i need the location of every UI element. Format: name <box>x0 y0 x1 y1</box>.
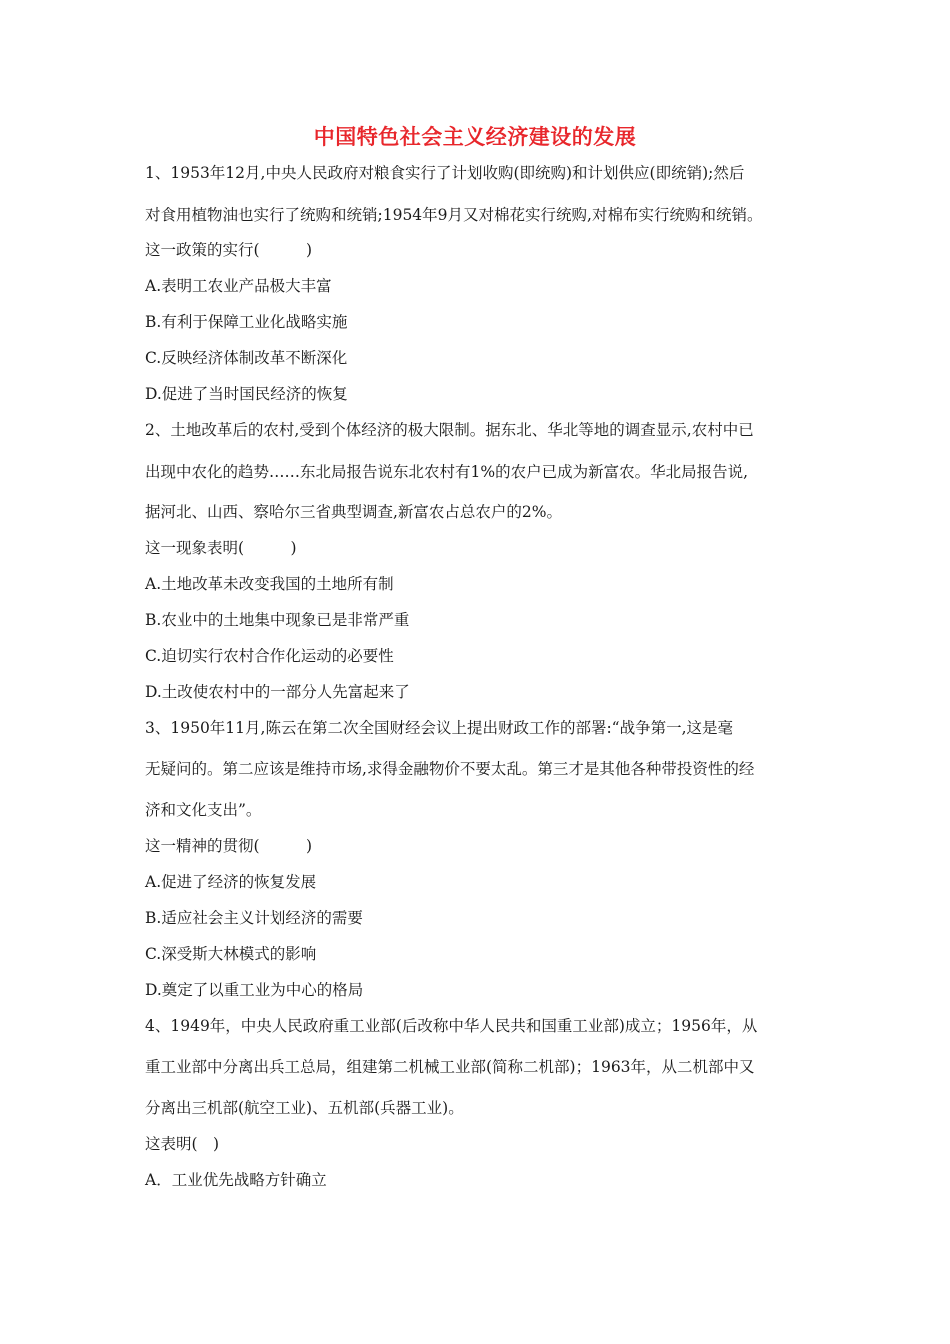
q1-option-a: A.表明工农业产品极大丰富 <box>145 277 332 295</box>
q4-stem-line-3: 分离出三机部(航空工业)、五机部(兵器工业)。 <box>145 1099 464 1117</box>
q4-option-a: A．工业优先战略方针确立 <box>145 1171 327 1189</box>
document-title: 中国特色社会主义经济建设的发展 <box>313 125 637 149</box>
q3-option-d: D.奠定了以重工业为中心的格局 <box>145 981 364 999</box>
q4-stem-line-1: 4、1949年，中央人民政府重工业部(后改称中华人民共和国重工业部)成立；1956年，从 <box>145 1017 758 1035</box>
q3-option-c: C.深受斯大林模式的影响 <box>145 945 317 963</box>
q1-option-c: C.反映经济体制改革不断深化 <box>145 349 348 367</box>
q2-stem-line-1: 2、土地改革后的农村,受到个体经济的极大限制。据东北、华北等地的调查显示,农村中已 <box>145 421 754 439</box>
q1-option-d: D.促进了当时国民经济的恢复 <box>145 385 348 403</box>
q1-stem-line-2: 对食用植物油也实行了统购和统销;1954年9月又对棉花实行统购,对棉布实行统购和统销。 <box>145 206 763 224</box>
q3-stem-line-1: 3、1950年11月,陈云在第二次全国财经会议上提出财政工作的部署:“战争第一,这是毫 <box>145 719 734 737</box>
q3-option-b: B.适应社会主义计划经济的需要 <box>145 909 363 927</box>
q2-stem-line-2: 出现中农化的趋势……东北局报告说东北农村有1%的农户已成为新富农。华北局报告说, <box>145 463 749 481</box>
q1-option-b: B.有利于保障工业化战略实施 <box>145 313 348 331</box>
q3-stem-line-2: 无疑问的。第二应该是维持市场,求得金融物价不要太乱。第三才是其他各种带投资性的经 <box>145 760 755 778</box>
q2-stem-line-3: 据河北、山西、察哈尔三省典型调查,新富农占总农户的2%。 <box>145 503 563 521</box>
q3-option-a: A.促进了经济的恢复发展 <box>145 873 317 891</box>
q3-prompt: 这一精神的贯彻( ) <box>145 837 313 855</box>
q2-option-b: B.农业中的土地集中现象已是非常严重 <box>145 611 410 629</box>
q4-stem-line-2: 重工业部中分离出兵工总局，组建第二机械工业部(简称二机部)；1963年，从二机部中又 <box>145 1058 755 1076</box>
q4-prompt: 这表明( ) <box>145 1135 220 1153</box>
q1-prompt: 这一政策的实行( ) <box>145 241 313 259</box>
q2-option-d: D.土改使农村中的一部分人先富起来了 <box>145 683 410 701</box>
q2-prompt: 这一现象表明( ) <box>145 539 297 557</box>
q2-option-c: C.迫切实行农村合作化运动的必要性 <box>145 647 394 665</box>
q1-stem-line-1: 1、1953年12月,中央人民政府对粮食实行了计划收购(即统购)和计划供应(即统销);然后 <box>145 164 745 182</box>
q2-option-a: A.土地改革未改变我国的土地所有制 <box>145 575 394 593</box>
q3-stem-line-3: 济和文化支出”。 <box>145 801 262 819</box>
